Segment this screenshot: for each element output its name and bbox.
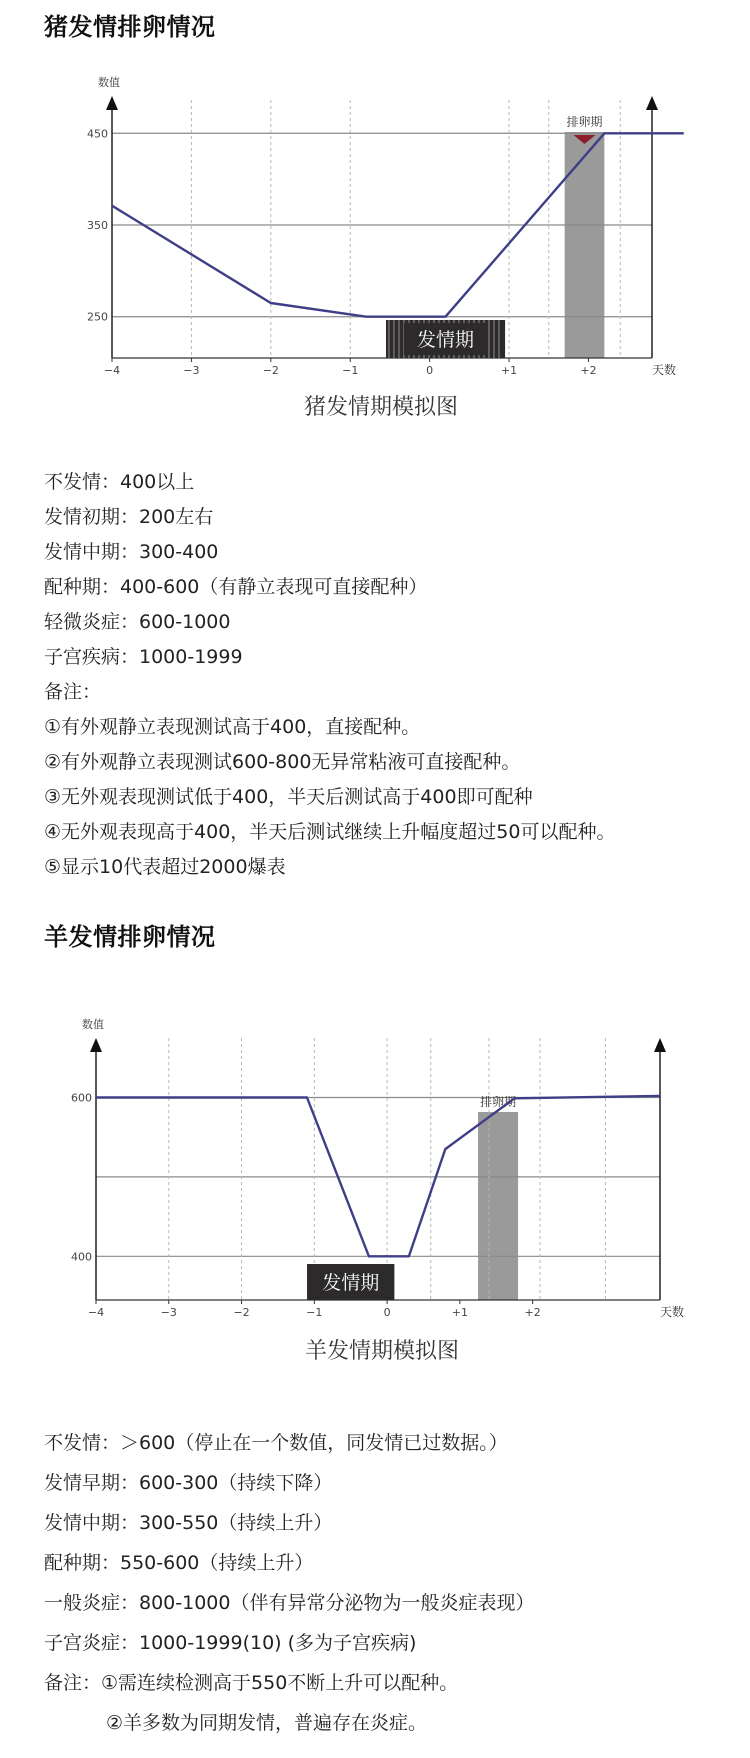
ovulation-band	[478, 1112, 518, 1300]
chart-caption: 猪发情期模拟图	[303, 395, 459, 420]
pig-note: 发情中期：300-400	[44, 541, 219, 563]
pig-chart-svg	[0, 62, 750, 437]
pig-chart	[0, 62, 750, 437]
y-axis-arrow	[90, 1038, 102, 1052]
sheep-note: ②羊多数为同期发情，普遍存在炎症。	[106, 1712, 428, 1734]
sheep-note: 备注：①需连续检测高于550不断上升可以配种。	[44, 1672, 459, 1694]
pig-note: ①有外观静立表现测试高于400，直接配种。	[44, 716, 421, 738]
right-axis-arrow	[646, 96, 658, 110]
x-tick-label: −2	[233, 1306, 250, 1319]
y-axis-label: 数值	[98, 76, 120, 89]
x-tick-label: +1	[451, 1306, 468, 1319]
sheep-chart	[0, 1000, 750, 1395]
pig-note: 备注：	[44, 681, 102, 703]
x-tick-label: −1	[306, 1306, 323, 1319]
x-tick-label: +2	[524, 1306, 541, 1319]
pig-note: 配种期：400-600（有静立表现可直接配种）	[44, 576, 428, 598]
ovulation-band	[565, 132, 605, 358]
pig-section-title: 猪发情排卵情况	[44, 13, 216, 41]
pig-note: 不发情：400以上	[44, 471, 195, 493]
pig-note: ③无外观表现测试低于400，半天后测试高于400即可配种	[44, 786, 533, 808]
x-tick-label: 0	[426, 364, 434, 377]
sheep-note: 配种期：550-600（持续上升）	[44, 1552, 314, 1574]
pig-note: ⑤显示10代表超过2000爆表	[44, 856, 286, 878]
sheep-note: 子宫炎症：1000-1999(10) (多为子宫疾病)	[44, 1632, 417, 1654]
y-tick-label: 450	[87, 127, 108, 141]
x-tick-label: +2	[580, 364, 597, 377]
x-tick-label: −3	[160, 1306, 177, 1319]
pig-note: ④无外观表现高于400，半天后测试继续上升幅度超过50可以配种。	[44, 821, 616, 843]
estrus-label: 发情期	[322, 1272, 380, 1294]
chart-caption: 羊发情期模拟图	[304, 1339, 460, 1364]
x-tick-label: −2	[262, 364, 279, 377]
sheep-note: 发情早期：600-300（持续下降）	[44, 1472, 333, 1494]
x-tick-label: −3	[183, 364, 200, 377]
sheep-section-title: 羊发情排卵情况	[44, 923, 216, 951]
y-axis-label: 数值	[82, 1018, 104, 1031]
y-tick-label: 600	[71, 1091, 92, 1105]
sheep-note: 不发情：＞600（停止在一个数值，同发情已过数据。）	[44, 1432, 508, 1454]
y-axis-arrow	[106, 96, 118, 110]
x-tick-label: 0	[383, 1306, 391, 1319]
y-tick-label: 350	[87, 219, 108, 232]
data-line	[96, 1096, 660, 1256]
x-tick-label: −4	[87, 1306, 105, 1319]
x-axis-label: 天数	[651, 363, 677, 377]
sheep-note: 发情中期：300-550（持续上升）	[44, 1512, 333, 1534]
estrus-label: 发情期	[417, 329, 475, 351]
pig-note: 发情初期：200左右	[44, 506, 214, 528]
x-axis-label: 天数	[659, 1305, 685, 1319]
y-tick-label: 400	[71, 1250, 92, 1264]
pig-note: ②有外观静立表现测试600-800无异常粘液可直接配种。	[44, 751, 521, 773]
pig-notes-list	[44, 465, 615, 885]
x-tick-label: −1	[342, 364, 359, 377]
pig-note: 轻微炎症：600-1000	[44, 611, 231, 633]
pig-note: 子宫疾病：1000-1999	[44, 646, 243, 668]
y-tick-label: 250	[87, 310, 108, 324]
ovulation-label: 排卵期	[480, 1095, 517, 1109]
sheep-note: 一般炎症：800-1000（伴有异常分泌物为一般炎症表现）	[44, 1592, 535, 1614]
x-tick-label: +1	[500, 364, 518, 377]
x-tick-label: −4	[103, 364, 121, 377]
right-axis-arrow	[654, 1038, 666, 1052]
sheep-notes-list	[44, 1423, 534, 1743]
ovulation-label: 排卵期	[566, 115, 603, 129]
sheep-chart-svg	[0, 1000, 750, 1395]
